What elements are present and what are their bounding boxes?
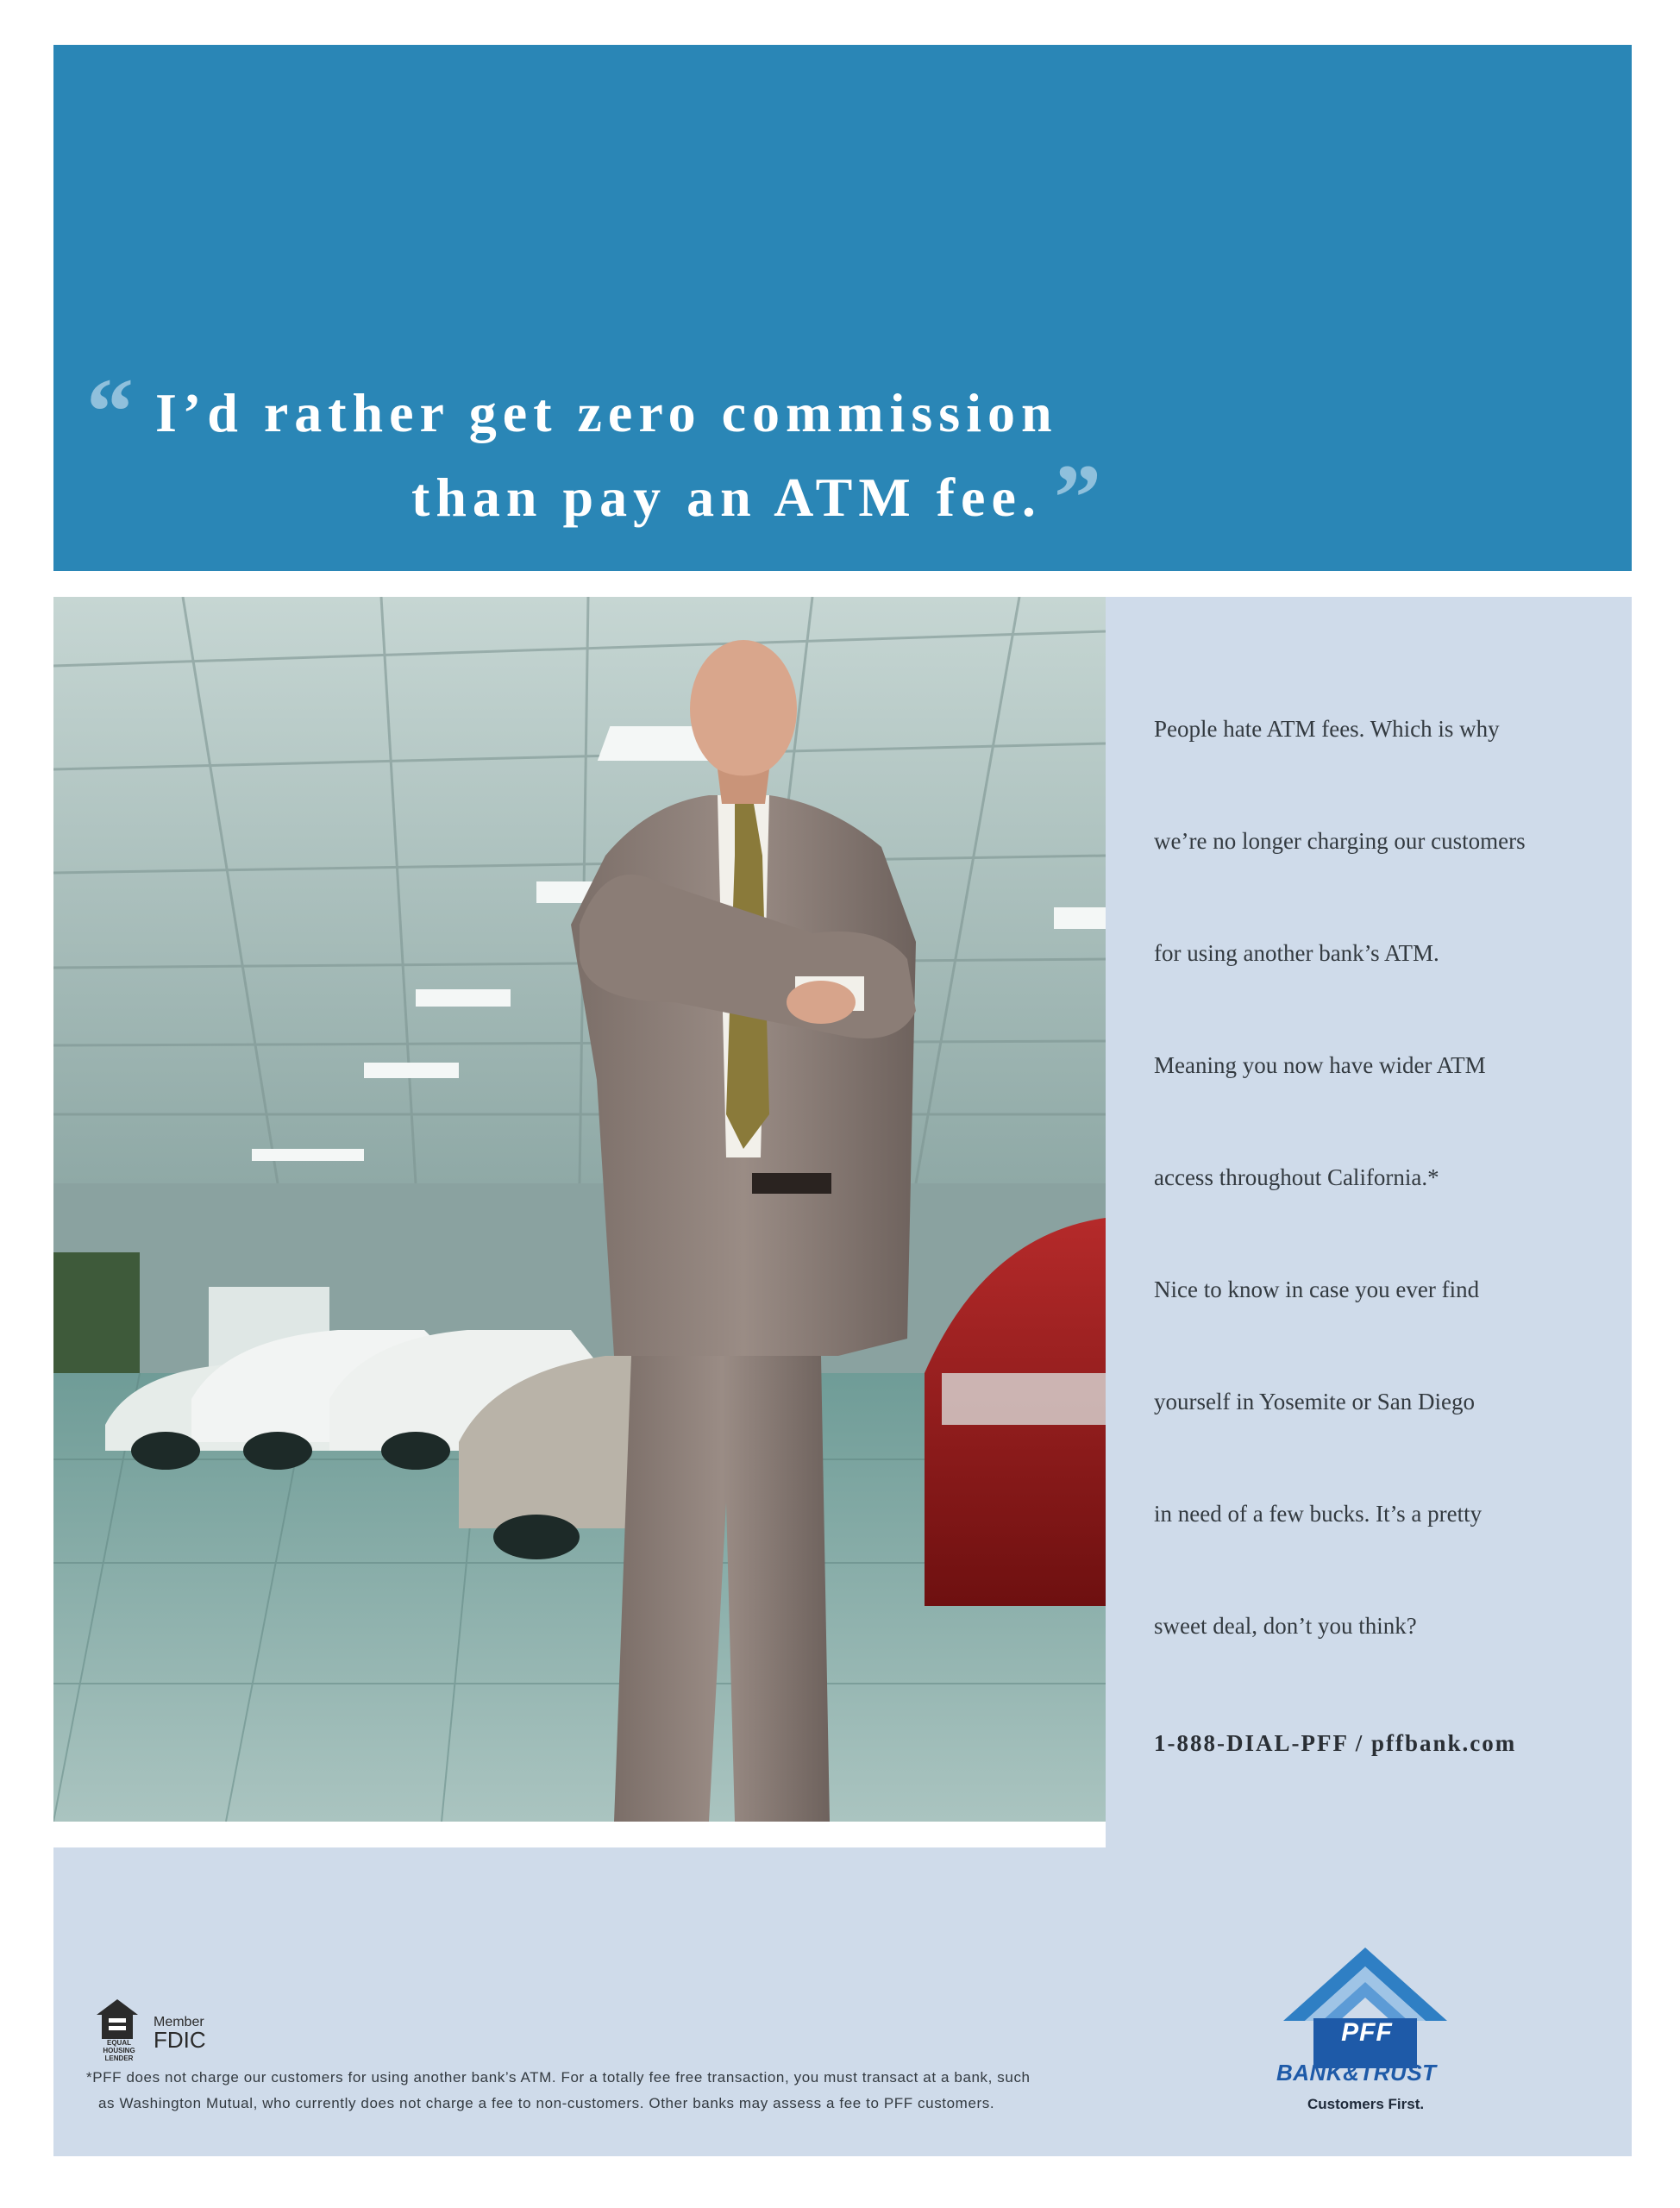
body-line-8: in need of a few bucks. It’s a pretty: [1154, 1501, 1483, 1527]
disclaimer: [86, 2065, 1104, 2117]
headline-line-2: than pay an ATM fee.: [411, 467, 1042, 528]
logo-tagline: Customers First.: [1307, 2096, 1425, 2112]
body-line-1: People hate ATM fees. Which is why: [1154, 716, 1500, 742]
ehl-label: EQUAL HOUSING LENDER: [103, 2039, 135, 2062]
body-line-5: access throughout California.*: [1154, 1164, 1439, 1190]
body-line-6: Nice to know in case you ever find: [1154, 1276, 1480, 1302]
logo-bank-trust: BANK&TRUST: [1276, 2060, 1437, 2086]
open-quote-mark: “: [86, 359, 140, 464]
logo-name: PFF: [1341, 2018, 1393, 2047]
showroom-photo: [53, 597, 1106, 1822]
photo-frame: [53, 1822, 1106, 1847]
close-quote-mark: ”: [1054, 445, 1107, 550]
contact-line[interactable]: 1-888-DIAL-PFF / pffbank.com: [1154, 1730, 1517, 1756]
body-line-3: for using another bank’s ATM.: [1154, 940, 1439, 966]
headline-line-1: I’d rather get zero commission: [155, 382, 1058, 443]
body-line-7: yourself in Yosemite or San Diego: [1154, 1389, 1475, 1414]
body-line-9: sweet deal, don’t you think?: [1154, 1613, 1417, 1639]
body-line-4: Meaning you now have wider ATM: [1154, 1052, 1486, 1078]
body-line-2: we’re no longer charging our customers: [1154, 828, 1526, 854]
showroom-illustration: [53, 597, 1106, 1822]
disclaimer-line-2: as Washington Mutual, who currently does not charge a fee to non-customers. Other banks may assess a fee to PFF customers.: [98, 2095, 995, 2111]
equal-housing-lender-icon: [95, 1998, 140, 2042]
headline: [53, 45, 1632, 571]
fdic-label: FDIC: [154, 2027, 206, 2053]
headline-banner: [53, 45, 1632, 571]
member-label: Member: [154, 2015, 204, 2029]
disclaimer-line-1: *PFF does not charge our customers for using another bank’s ATM. For a totally fee free transaction, you must transact at a bank, such: [86, 2069, 1031, 2086]
